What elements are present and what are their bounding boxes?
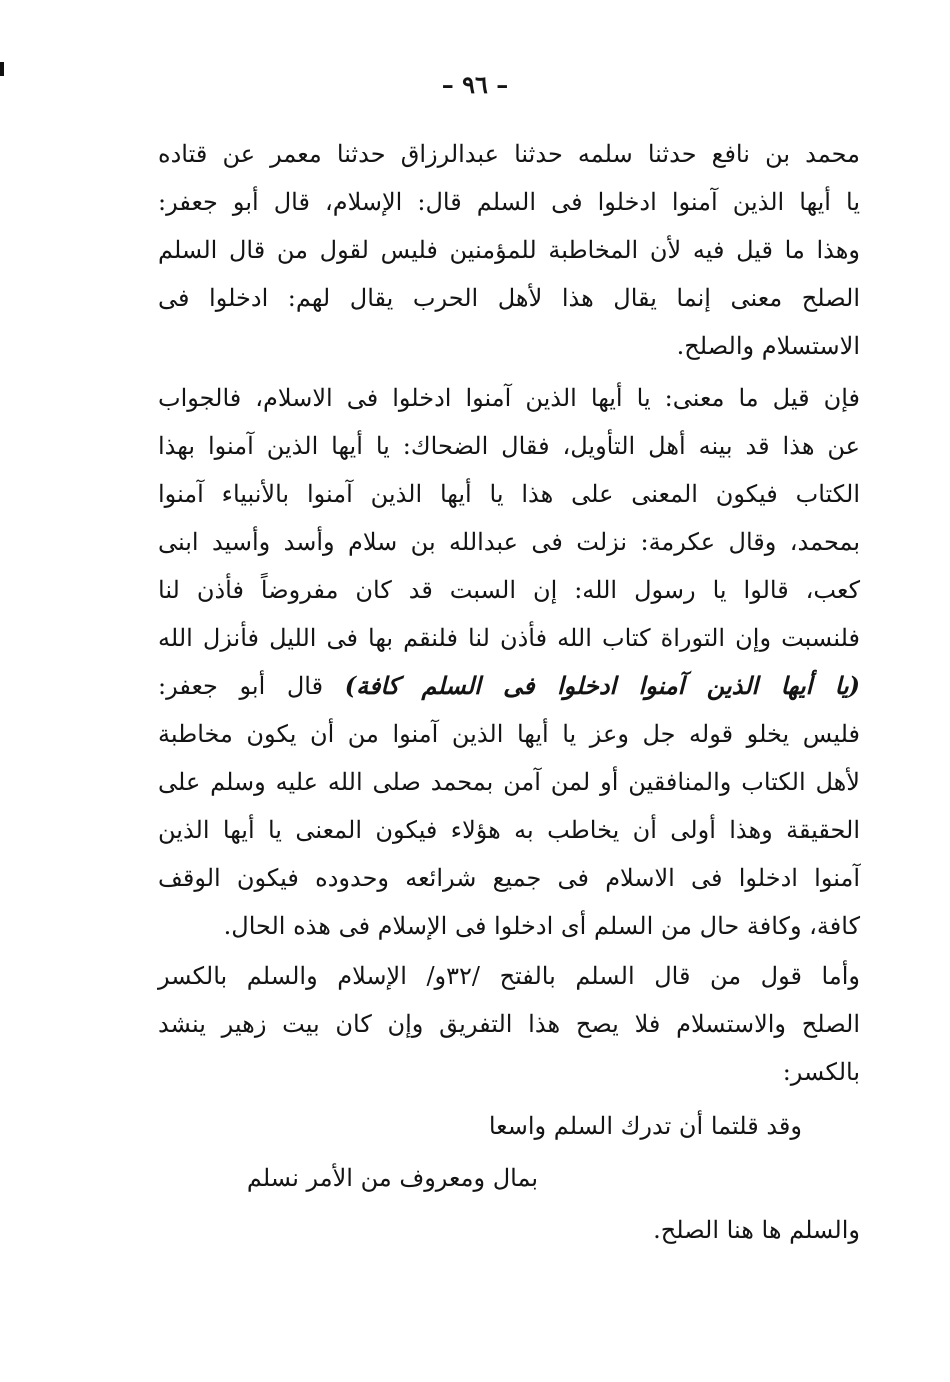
text-line-19: الصلح والاستسلام فلا يصح هذا التفريق وإن كان بيت زهير ينشد [158,1010,860,1038]
text-line-6: فإن قيل ما معنى: يا أيها الذين آمنوا ادخلوا فى الاسلام، فالجواب [158,384,860,412]
text-line-1: محمد بن نافع حدثنا سلمه حدثنا عبدالرزاق حدثنا معمر عن قتاده [158,140,860,168]
text-line-5: الاستسلام والصلح. [676,332,860,360]
quote-continuation: قال أبو جعفر: [158,672,345,700]
text-line-11: فلنسبت وإن التوراة كتاب الله فأذن لنا فلنقم بها فى الليل فأنزل الله [158,624,860,652]
text-line-10: كعب، قالوا يا رسول الله: إن السبت قد كان مفروضاً فأذن لنا [158,576,860,604]
text-line-3: وهذا ما قيل فيه لأن المخاطبة للمؤمنين فليس لقول من قال السلم [158,236,860,264]
text-line-20: بالكسر: [782,1058,860,1086]
text-line-18: وأما قول من قال السلم بالفتح /٣٢و/ الإسلام والسلم بالكسر [158,962,860,990]
text-line-8: الكتاب فيكون المعنى على هذا يا أيها الذين آمنوا بالأنبياء آمنوا [158,480,860,508]
text-line-13: فليس يخلو قوله جل وعز يا أيها الذين آمنوا من أن يكون مخاطبة [158,720,860,748]
text-line-14: لأهل الكتاب والمنافقين أو لمن آمن بمحمد صلى الله عليه وسلم على [158,768,860,796]
text-line-17: كافة، وكافة حال من السلم أى ادخلوا فى الإسلام فى هذه الحال. [223,912,860,940]
verse-hemistich-2: بمال ومعروف من الأمر نسلم [246,1164,538,1192]
page-number: – ٩٦ – [441,70,509,99]
text-line-4: الصلح معنى إنما يقال هذا لأهل الحرب يقال لهم: ادخلوا فى [158,284,860,312]
closing-line: والسلم ها هنا الصلح. [653,1216,860,1244]
verse-hemistich-1: وقد قلتما أن تدرك السلم واسعا [488,1112,802,1140]
text-line-15: الحقيقة وهذا أولى أن يخاطب به هؤلاء فيكون المعنى يا أيها الذين [158,816,860,844]
text-line-2: يا أيها الذين آمنوا ادخلوا فى السلم قال: الإسلام، قال أبو جعفر: [158,188,860,216]
text-line-16: آمنوا ادخلوا فى الاسلام فى جميع شرائعه وحدوده فيكون الوقف [158,864,860,892]
text-line-7: عن هذا قد بينه أهل التأويل، فقال الضحاك: يا أيها الذين آمنوا بهذا [158,432,860,460]
text-line-12-quran-quote [158,662,860,710]
quran-quote: (يا أيها الذين آمنوا ادخلوا فى السلم كافة) [344,671,860,700]
text-line-9: بمحمد، وقال عكرمة: نزلت فى عبدالله بن سلام وأسد وأسيد ابنى [158,528,860,556]
